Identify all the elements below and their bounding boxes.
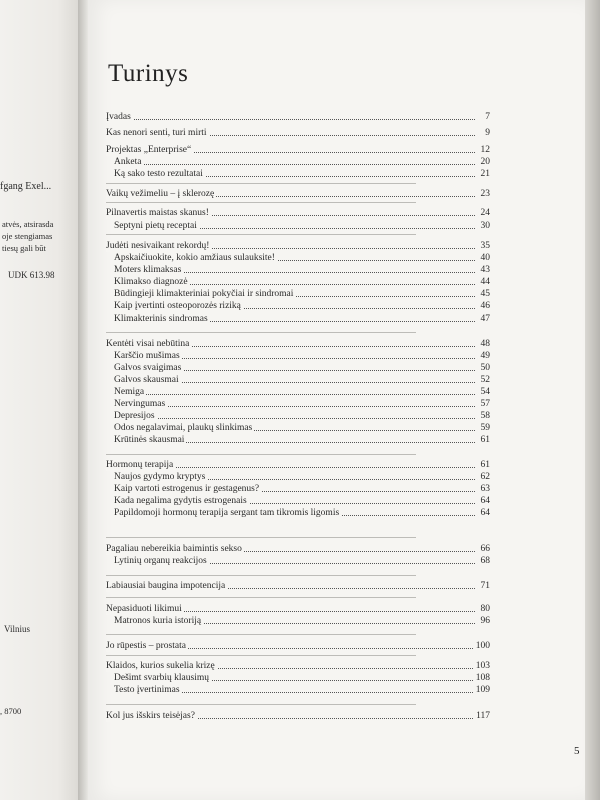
section-divider [106, 202, 416, 203]
toc-entry [88, 111, 585, 123]
toc-entry-title: Kentėti visai nebūtina [106, 339, 190, 349]
toc-entry-page: 9 [485, 128, 490, 138]
toc-entry-title: Odos negalavimai, plaukų slinkimas [114, 423, 253, 433]
toc-entry [88, 300, 585, 312]
toc-entry-page: 50 [480, 363, 490, 373]
toc-entry [88, 580, 585, 592]
toc-entry-title: Galvos svaigimas [114, 363, 182, 373]
toc-entry [88, 410, 585, 422]
toc-entry-title: Labiausiai baugina impotencija [106, 581, 226, 591]
toc-entry-page: 71 [480, 581, 490, 591]
toc-entry-page: 40 [480, 253, 490, 263]
page-edge [585, 0, 600, 800]
toc-entry-title: Kada negalima gydytis estrogenais [114, 496, 247, 506]
toc-entry-page: 80 [480, 604, 490, 614]
toc-entry-page: 61 [480, 460, 490, 470]
section-divider [106, 183, 416, 184]
toc-entry-title: Vaikų vežimeliu – į sklerozę [106, 189, 215, 199]
toc-entry [88, 495, 585, 507]
toc-entry-page: 48 [480, 339, 490, 349]
toc-entry-page: 59 [480, 423, 490, 433]
toc-entry-title: Pilnavertis maistas skanus! [106, 208, 209, 218]
toc-entry-title: Kas nenori senti, turi mirti [106, 128, 207, 138]
toc-entry-title: Dešimt svarbių klausimų [114, 673, 209, 683]
toc-entry [88, 188, 585, 200]
toc-entry [88, 543, 585, 555]
toc-entry [88, 672, 585, 684]
left-fragment: UDK 613.98 [8, 270, 55, 280]
leader-dots [106, 119, 475, 120]
toc-entry-page: 100 [475, 641, 490, 651]
toc-entry [88, 313, 585, 325]
toc-entry-page: 108 [475, 673, 490, 683]
section-divider [106, 655, 416, 656]
toc-entry-title: Būdingieji klimakteriniai pokyčiai ir sindromai [114, 289, 294, 299]
toc-entry [88, 603, 585, 615]
section-divider [106, 634, 416, 635]
toc-entry [88, 684, 585, 696]
leader-dots [114, 406, 475, 407]
toc-entry-title: Karščio mušimas [114, 351, 180, 361]
toc-entry-page: 46 [480, 301, 490, 311]
left-fragment: tiesų gali būt [2, 243, 46, 253]
toc-entry [88, 386, 585, 398]
section-divider [106, 537, 416, 538]
toc-entry [88, 264, 585, 276]
toc-entry-title: Krūtinės skausmai [114, 435, 185, 445]
toc-entry-title: Klimakso diagnozė [114, 277, 188, 287]
toc-entry [88, 338, 585, 350]
section-divider [106, 454, 416, 455]
toc-entry [88, 220, 585, 232]
table-of-contents [88, 0, 585, 800]
toc-entry-title: Kaip įvertinti osteoporozės riziką [114, 301, 241, 311]
toc-entry-title: Hormonų terapija [106, 460, 174, 470]
toc-entry-title: Matronos kuria istoriją [114, 616, 202, 626]
toc-entry [88, 710, 585, 722]
toc-entry-title: Nervingumas [114, 399, 166, 409]
toc-entry-title: Papildomoji hormonų terapija sergant tam tikromis ligomis [114, 508, 340, 518]
toc-entry-title: Kol jus išskirs teisėjas? [106, 711, 195, 721]
toc-entry [88, 207, 585, 219]
toc-entry-page: 43 [480, 265, 490, 275]
toc-entry-title: Kaip vartoti estrogenus ir gestagenus? [114, 484, 260, 494]
left-fragment: Vilnius [4, 624, 30, 634]
toc-entry [88, 168, 585, 180]
toc-entry-page: 47 [480, 314, 490, 324]
toc-entry-page: 30 [480, 221, 490, 231]
page-title: Turinys [108, 60, 189, 87]
toc-entry-title: Judėti nesivaikant rekordų! [106, 241, 210, 251]
toc-entry [88, 422, 585, 434]
right-page [88, 0, 585, 800]
toc-entry [88, 398, 585, 410]
leader-dots [114, 394, 475, 395]
toc-entry [88, 374, 585, 386]
toc-entry [88, 362, 585, 374]
toc-entry-page: 57 [480, 399, 490, 409]
toc-entry-title: Įvadas [106, 112, 131, 122]
toc-entry-page: 24 [480, 208, 490, 218]
toc-entry-page: 52 [480, 375, 490, 385]
toc-entry-page: 44 [480, 277, 490, 287]
section-divider [106, 332, 416, 333]
toc-entry-page: 54 [480, 387, 490, 397]
toc-entry-page: 7 [485, 112, 490, 122]
toc-entry [88, 507, 585, 519]
toc-entry-page: 64 [480, 496, 490, 506]
toc-entry [88, 252, 585, 264]
toc-entry [88, 555, 585, 567]
toc-entry-title: Projektas „Enterprise“ [106, 145, 192, 155]
toc-entry-title: Depresijos [114, 411, 155, 421]
toc-entry [88, 156, 585, 168]
toc-entry-page: 58 [480, 411, 490, 421]
toc-entry-page: 66 [480, 544, 490, 554]
toc-entry-title: Apskaičiuokite, kokio amžiaus sulauksite! [114, 253, 275, 263]
toc-entry-title: Anketa [114, 157, 142, 167]
toc-entry-page: 96 [480, 616, 490, 626]
toc-entry-page: 23 [480, 189, 490, 199]
toc-entry-page: 35 [480, 241, 490, 251]
toc-entry-title: Naujos gydymo kryptys [114, 472, 206, 482]
section-divider [106, 597, 416, 598]
toc-entry-title: Galvos skausmai [114, 375, 179, 385]
section-divider [106, 575, 416, 576]
toc-entry-page: 109 [475, 685, 490, 695]
toc-entry-page: 117 [476, 711, 490, 721]
left-page [0, 0, 82, 800]
toc-entry-title: Nepasiduoti likimui [106, 604, 182, 614]
toc-entry [88, 660, 585, 672]
toc-entry [88, 434, 585, 446]
toc-entry-page: 62 [480, 472, 490, 482]
toc-entry-title: Nemiga [114, 387, 145, 397]
toc-entry-title: Pagaliau nebereikia baimintis sekso [106, 544, 242, 554]
toc-entry-title: Septyni pietų receptai [114, 221, 197, 231]
toc-entry-title: Testo įvertinimas [114, 685, 180, 695]
left-fragment: oje stengiamas [2, 231, 53, 241]
toc-entry-page: 68 [480, 556, 490, 566]
leader-dots [114, 418, 475, 419]
page-number: 5 [574, 745, 580, 757]
toc-entry-title: Lytinių organų reakcijos [114, 556, 207, 566]
toc-entry-title: Klimakterinis sindromas [114, 314, 208, 324]
toc-entry-title: Ką sako testo rezultatai [114, 169, 203, 179]
toc-entry-title: Jo rūpestis – prostata [106, 641, 186, 651]
toc-entry [88, 471, 585, 483]
toc-entry-page: 61 [480, 435, 490, 445]
toc-entry [88, 288, 585, 300]
leader-dots [114, 164, 475, 165]
toc-entry-title: Moters klimaksas [114, 265, 182, 275]
toc-entry-page: 63 [480, 484, 490, 494]
toc-entry-page: 20 [480, 157, 490, 167]
toc-entry [88, 240, 585, 252]
toc-entry [88, 350, 585, 362]
toc-entry [88, 459, 585, 471]
section-divider [106, 704, 416, 705]
toc-entry [88, 276, 585, 288]
toc-entry-page: 64 [480, 508, 490, 518]
left-fragment: atvės, atsirasda [2, 219, 54, 229]
toc-entry-page: 45 [480, 289, 490, 299]
toc-entry-page: 49 [480, 351, 490, 361]
toc-entry-page: 103 [475, 661, 490, 671]
toc-entry [88, 127, 585, 139]
toc-entry [88, 144, 585, 156]
toc-entry [88, 615, 585, 627]
left-fragment: fgang Exel... [0, 181, 52, 192]
toc-entry-page: 12 [480, 145, 490, 155]
toc-entry-title: Klaidos, kurios sukelia krizę [106, 661, 215, 671]
toc-entry-page: 21 [480, 169, 490, 179]
toc-entry [88, 483, 585, 495]
left-fragment: , 8700 [0, 706, 22, 716]
section-divider [106, 234, 416, 235]
toc-entry [88, 640, 585, 652]
